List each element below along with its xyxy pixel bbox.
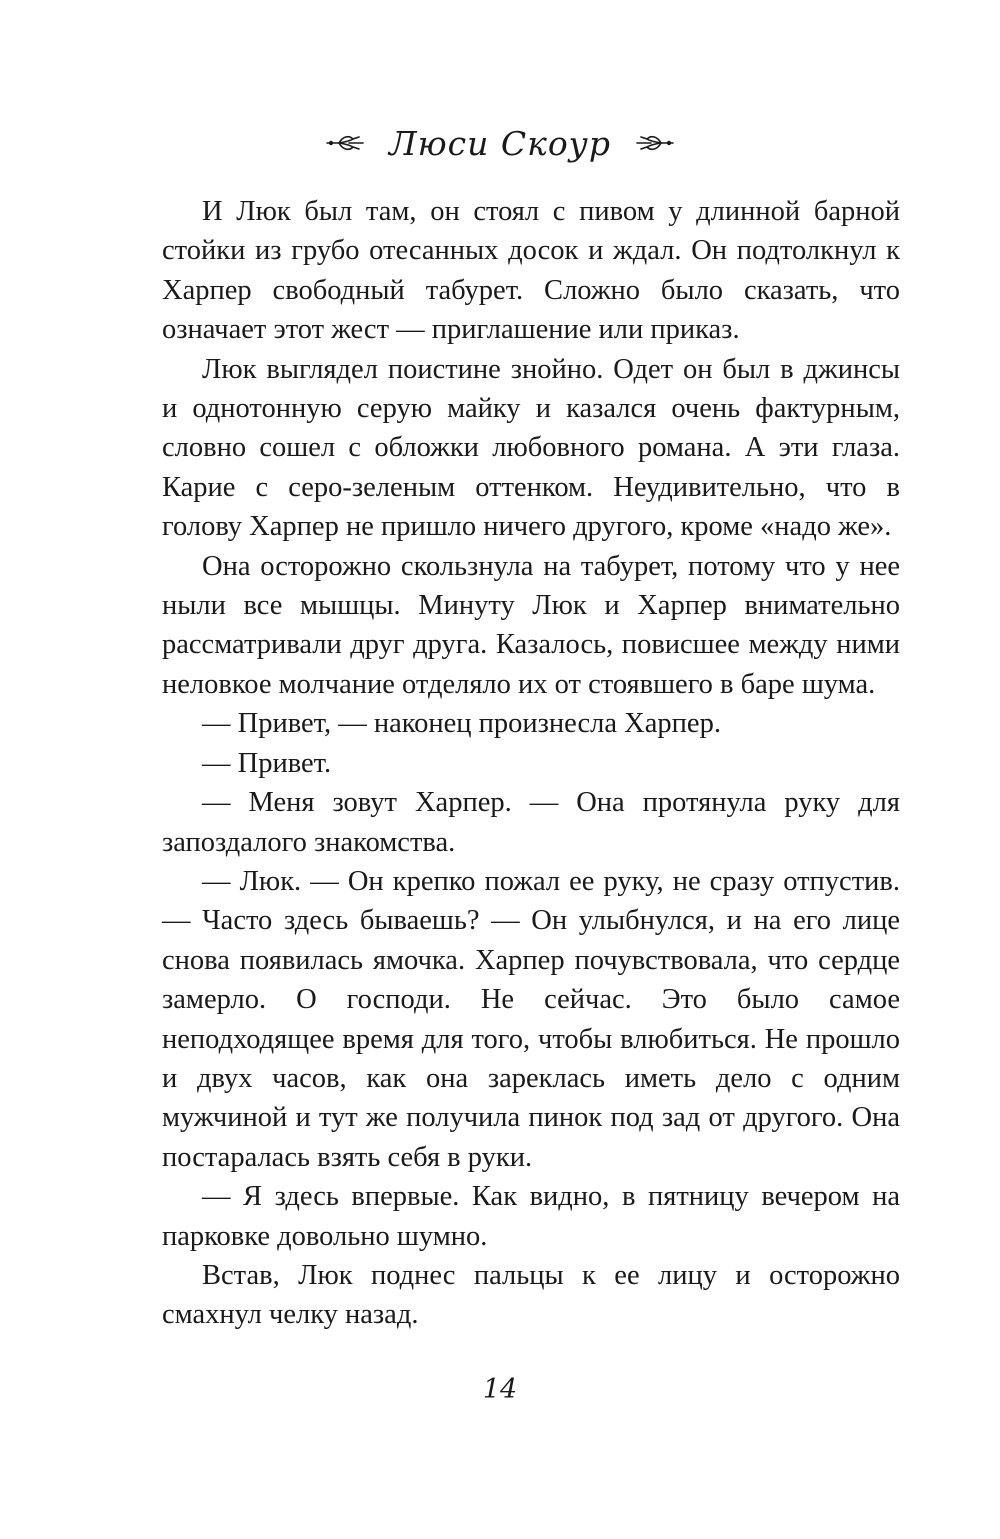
paragraph: Она осторожно скользнула на табурет, потому что у нее ныли все мышцы. Минуту Люк и Харпер внимательно рассматривали друг друга. Казалось, повисшее между ними неловкое молчание отделяло их от стоявшего в баре шума. bbox=[162, 550, 900, 700]
paragraph: Люк выглядел поистине знойно. Одет он был в джинсы и однотонную серую майку и казался очень фактурным, словно сошел с обложки любовного романа. А эти глаза. Карие с серо-зеленым оттенком. Неудивительно, что в голову Харпер не пришло ничего другого, кроме «надо же». bbox=[162, 353, 900, 543]
paragraph: И Люк был там, он стоял с пивом у длинной барной стойки из грубо отесанных досок и ждал. Он подтолкнул к Харпер свободный табурет. Сложно было сказать, что означает этот жест — приглашение или приказ. bbox=[162, 196, 900, 346]
paragraph: Встав, Люк поднес пальцы к ее лицу и осторожно смахнул челку назад. bbox=[162, 1259, 900, 1331]
dialogue-line: — Привет, — наконец произнесла Харпер. bbox=[202, 708, 721, 740]
dialogue-line: — Привет. bbox=[202, 747, 332, 779]
dialogue-line: — Меня зовут Харпер. — Она протянула руку для запоздалого знакомства. bbox=[162, 787, 900, 858]
page-number: 14 bbox=[482, 1374, 518, 1405]
running-head bbox=[0, 118, 1000, 168]
floral-ornament-left-icon bbox=[325, 130, 365, 156]
dialogue-line: — Я здесь впервые. Как видно, в пятницу вечером на парковке довольно шумно. bbox=[162, 1181, 900, 1252]
body-text bbox=[162, 192, 900, 1335]
running-head-author: Люси Скоур bbox=[389, 123, 611, 163]
dialogue-line: — Люк. — Он крепко пожал ее руку, не сразу отпустив. — Часто здесь бываешь? — Он улыбнулся, и на его лице снова появилась ямочка. Харпер почувствовала, что сердце замерло. О господи. Не сейчас. Это было самое неподходящее время для того, чтобы влюбиться. Не прошло и двух часов, как она зареклась иметь дело с одним мужчиной и тут же получила пинок под зад от другого. Она постаралась взять себя в руки. bbox=[162, 865, 900, 1173]
floral-ornament-right-icon bbox=[635, 130, 675, 156]
